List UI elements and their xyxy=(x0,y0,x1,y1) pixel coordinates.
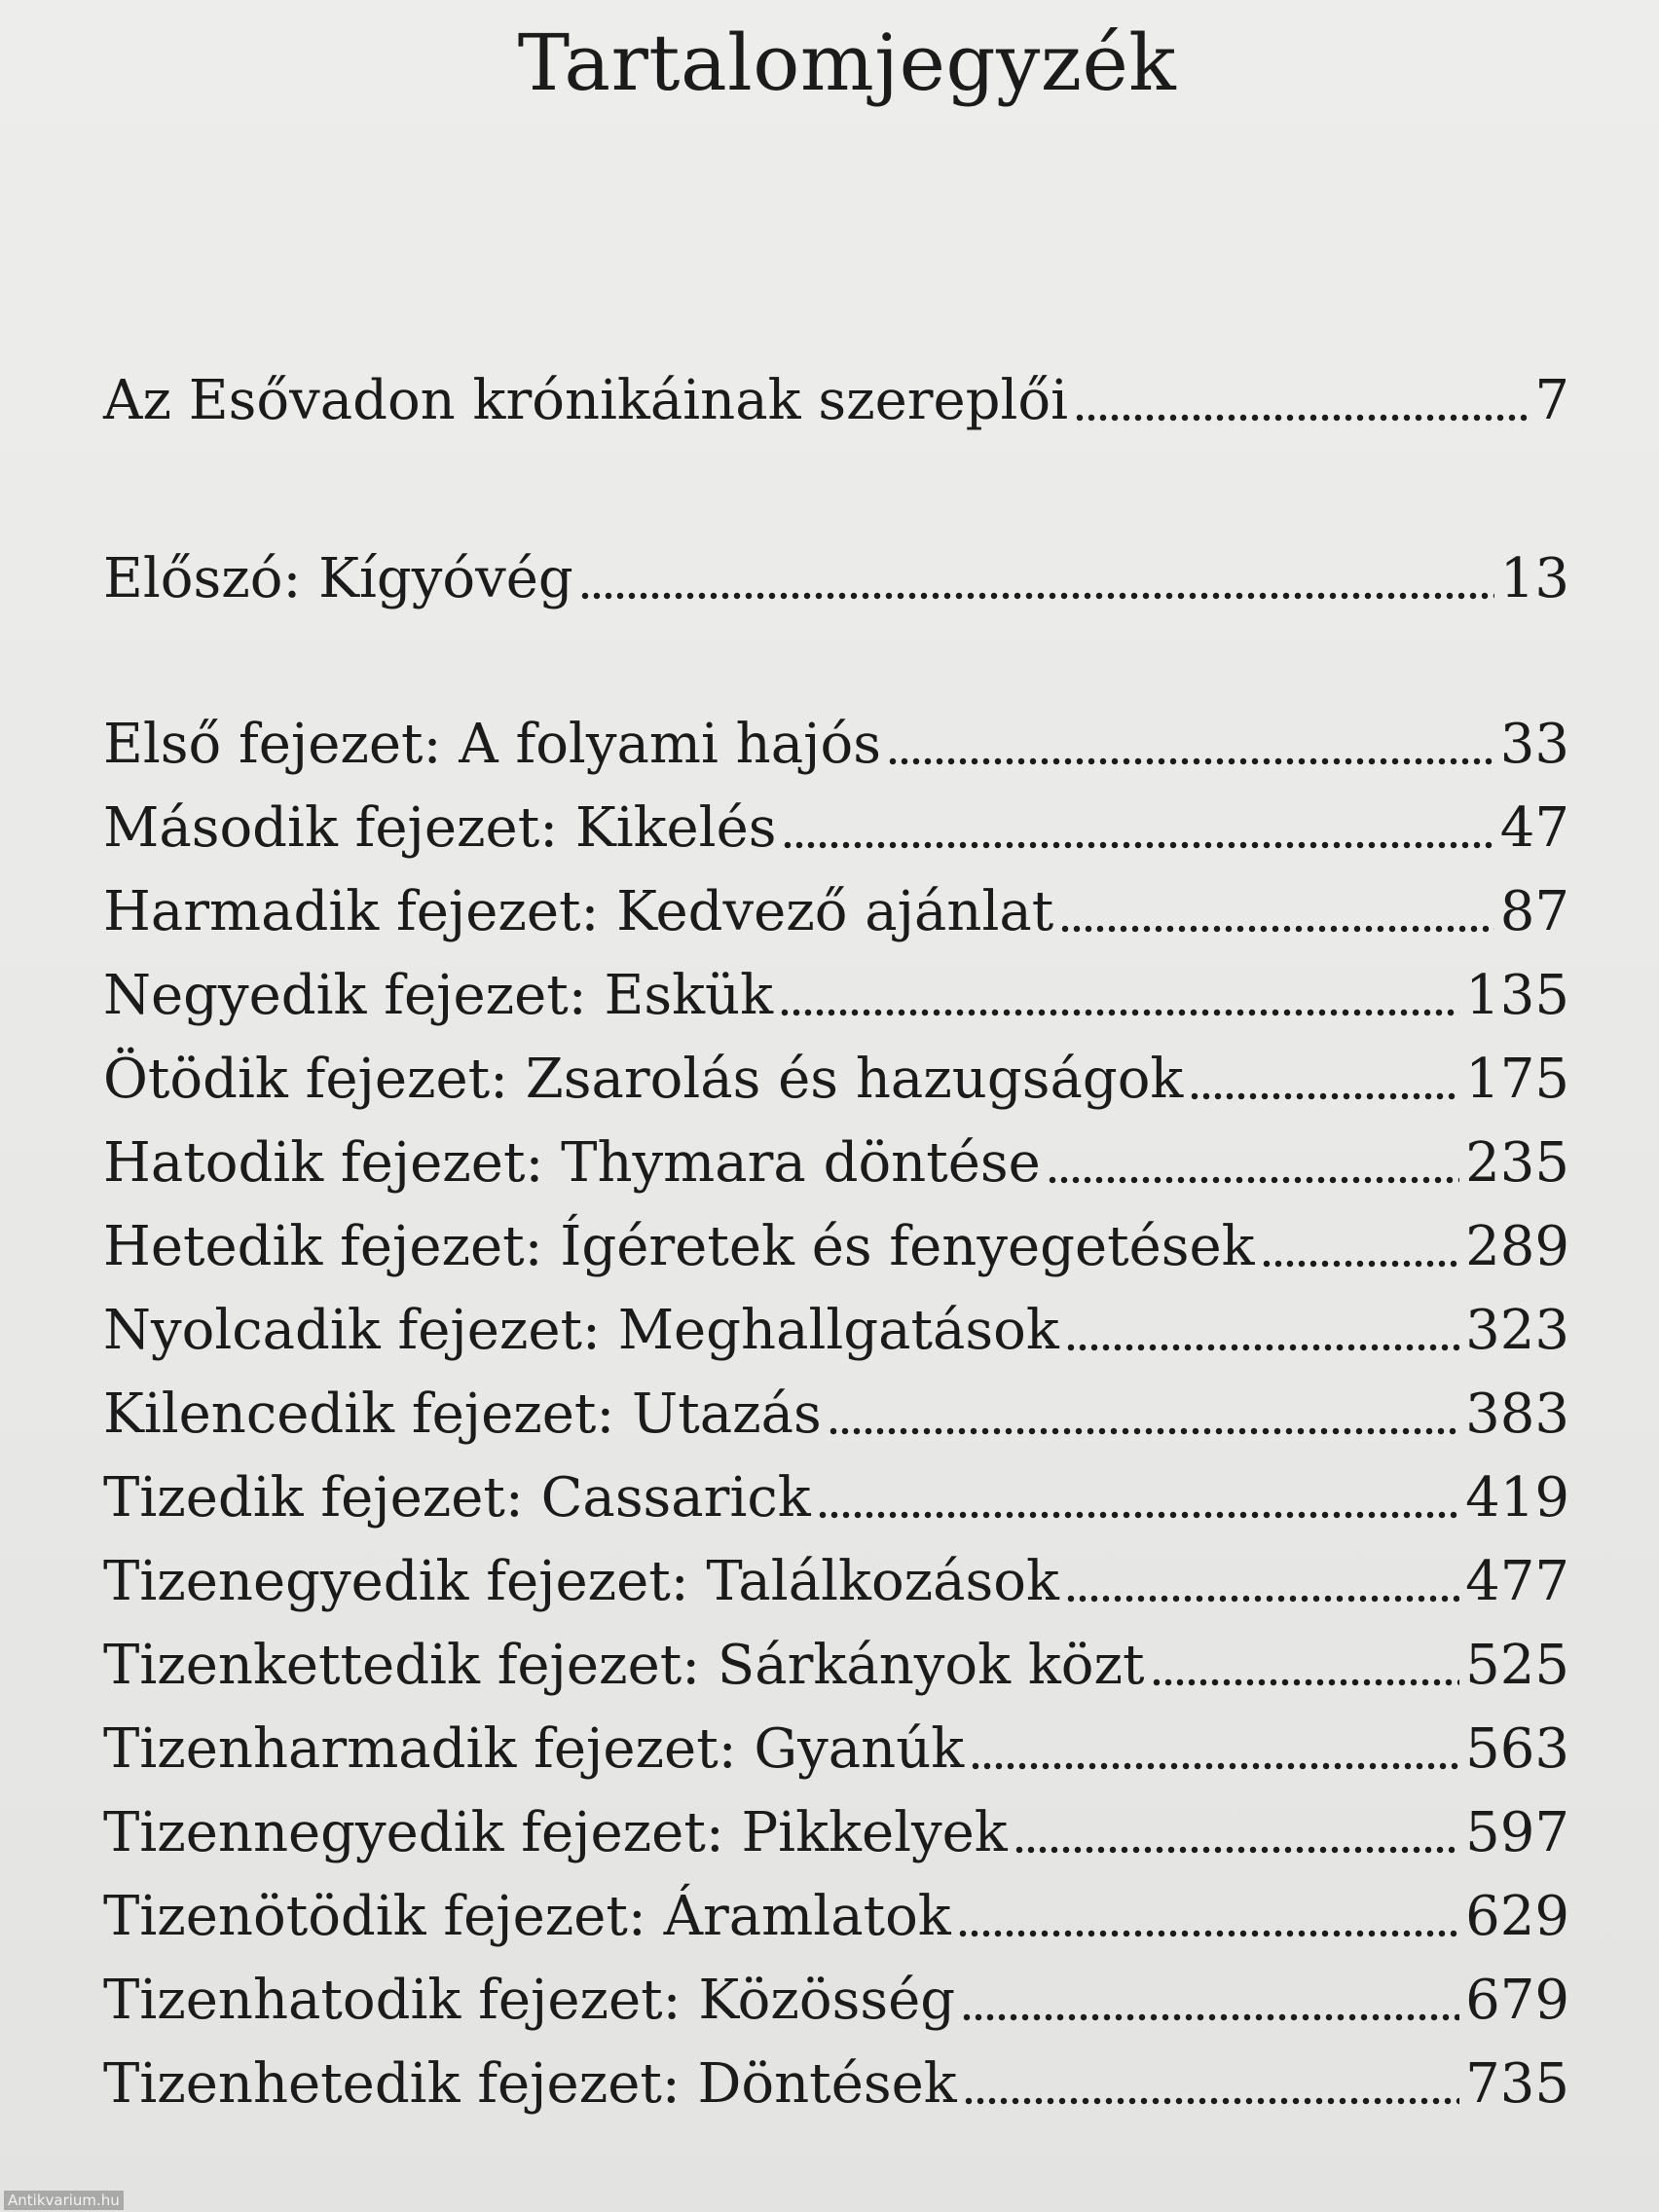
toc-entry-page: 629 xyxy=(1465,1885,1569,1948)
toc-entry-page: 235 xyxy=(1465,1131,1569,1195)
toc-entry-label: Tizenötödik fejezet: Áramlatok xyxy=(103,1885,951,1948)
toc-entry-label: Tizenhatodik fejezet: Közösség xyxy=(103,1969,956,2032)
toc-entry-label: Hetedik fejezet: Ígéretek és fenyegetések xyxy=(103,1215,1255,1278)
toc-entry-label: Kilencedik fejezet: Utazás xyxy=(103,1382,822,1446)
dot-leader xyxy=(970,1716,1459,1771)
toc-entry xyxy=(103,790,1569,867)
toc-entry-page: 735 xyxy=(1465,2052,1569,2116)
toc-entry-page: 323 xyxy=(1465,1299,1569,1362)
dot-leader xyxy=(1261,1214,1460,1269)
toc-entry xyxy=(103,1208,1569,1286)
dot-leader xyxy=(963,2051,1459,2106)
dot-leader xyxy=(1059,879,1493,934)
toc-entry-page: 87 xyxy=(1499,880,1569,943)
toc-entry-label: Második fejezet: Kikelés xyxy=(103,796,777,860)
toc-entry-label: Első fejezet: A folyami hajós xyxy=(103,713,881,776)
toc-entry xyxy=(103,1711,1569,1788)
toc-entry xyxy=(103,1124,1569,1202)
dot-leader xyxy=(1189,1047,1459,1101)
dot-leader xyxy=(961,1968,1459,2022)
toc-entry-label: Tizedik fejezet: Cassarick xyxy=(103,1466,811,1530)
toc-entry-page: 175 xyxy=(1465,1048,1569,1111)
toc-entry xyxy=(103,1878,1569,1956)
dot-leader xyxy=(782,795,1493,850)
toc-entry xyxy=(103,540,1569,618)
toc-entry-page: 563 xyxy=(1465,1717,1569,1781)
toc-entry-label: Tizenegyedik fejezet: Találkozások xyxy=(103,1550,1059,1613)
toc-entry-label: Ötödik fejezet: Zsarolás és hazugságok xyxy=(103,1048,1184,1111)
toc-entry-page: 7 xyxy=(1534,369,1569,432)
dot-leader xyxy=(1047,1130,1459,1185)
toc-entry-page: 477 xyxy=(1465,1550,1569,1613)
toc-entry xyxy=(103,1041,1569,1119)
toc-entry xyxy=(103,1459,1569,1537)
dot-leader xyxy=(1151,1633,1460,1687)
toc-entry-label: Előszó: Kígyóvég xyxy=(103,547,573,610)
dot-leader xyxy=(957,1884,1459,1938)
toc-entry-label: Tizenhetedik fejezet: Döntések xyxy=(103,2052,957,2116)
page-title: Tartalomjegyzék xyxy=(517,18,1177,108)
toc-entry-label: Hatodik fejezet: Thymara döntése xyxy=(103,1131,1041,1195)
dot-leader xyxy=(1065,1549,1459,1604)
toc-entry-page: 13 xyxy=(1499,547,1569,610)
dot-leader xyxy=(817,1465,1459,1520)
toc-entry-label: Tizenharmadik fejezet: Gyanúk xyxy=(103,1717,965,1781)
toc-entry xyxy=(103,1543,1569,1621)
toc-entry xyxy=(103,1627,1569,1705)
toc-entry-label: Negyedik fejezet: Eskük xyxy=(103,964,773,1027)
toc-entry-page: 383 xyxy=(1465,1382,1569,1446)
dot-leader xyxy=(887,712,1494,766)
toc-entry-label: Nyolcadik fejezet: Meghallgatások xyxy=(103,1299,1059,1362)
toc-entry-page: 525 xyxy=(1465,1634,1569,1697)
dot-leader xyxy=(779,963,1459,1017)
dot-leader xyxy=(1074,368,1529,423)
toc-entry-page: 47 xyxy=(1499,796,1569,860)
table-of-contents xyxy=(103,0,1569,2212)
toc-entry-label: Tizenkettedik fejezet: Sárkányok közt xyxy=(103,1634,1145,1697)
dot-leader xyxy=(1014,1800,1459,1855)
watermark: Antikvarium.hu xyxy=(4,2191,124,2210)
toc-entry xyxy=(103,1962,1569,2040)
toc-entry-label: Harmadik fejezet: Kedvező ajánlat xyxy=(103,880,1054,943)
dot-leader xyxy=(828,1382,1459,1436)
toc-entry-label: Az Esővadon krónikáinak szereplői xyxy=(103,369,1069,432)
toc-entry xyxy=(103,706,1569,784)
toc-entry-page: 419 xyxy=(1465,1466,1569,1530)
toc-entry xyxy=(103,2046,1569,2123)
toc-entry xyxy=(103,957,1569,1035)
toc-entry-page: 597 xyxy=(1465,1801,1569,1864)
toc-entry-page: 135 xyxy=(1465,964,1569,1027)
toc-entry-label: Tizennegyedik fejezet: Pikkelyek xyxy=(103,1801,1008,1864)
toc-entry-page: 289 xyxy=(1465,1215,1569,1278)
toc-entry-page: 679 xyxy=(1465,1969,1569,2032)
toc-entry xyxy=(103,362,1569,440)
toc-entry xyxy=(103,1376,1569,1454)
toc-entry xyxy=(103,1794,1569,1872)
toc-entry-page: 33 xyxy=(1499,713,1569,776)
toc-entry xyxy=(103,873,1569,951)
dot-leader xyxy=(579,546,1494,601)
toc-entry xyxy=(103,1292,1569,1370)
dot-leader xyxy=(1065,1298,1459,1352)
